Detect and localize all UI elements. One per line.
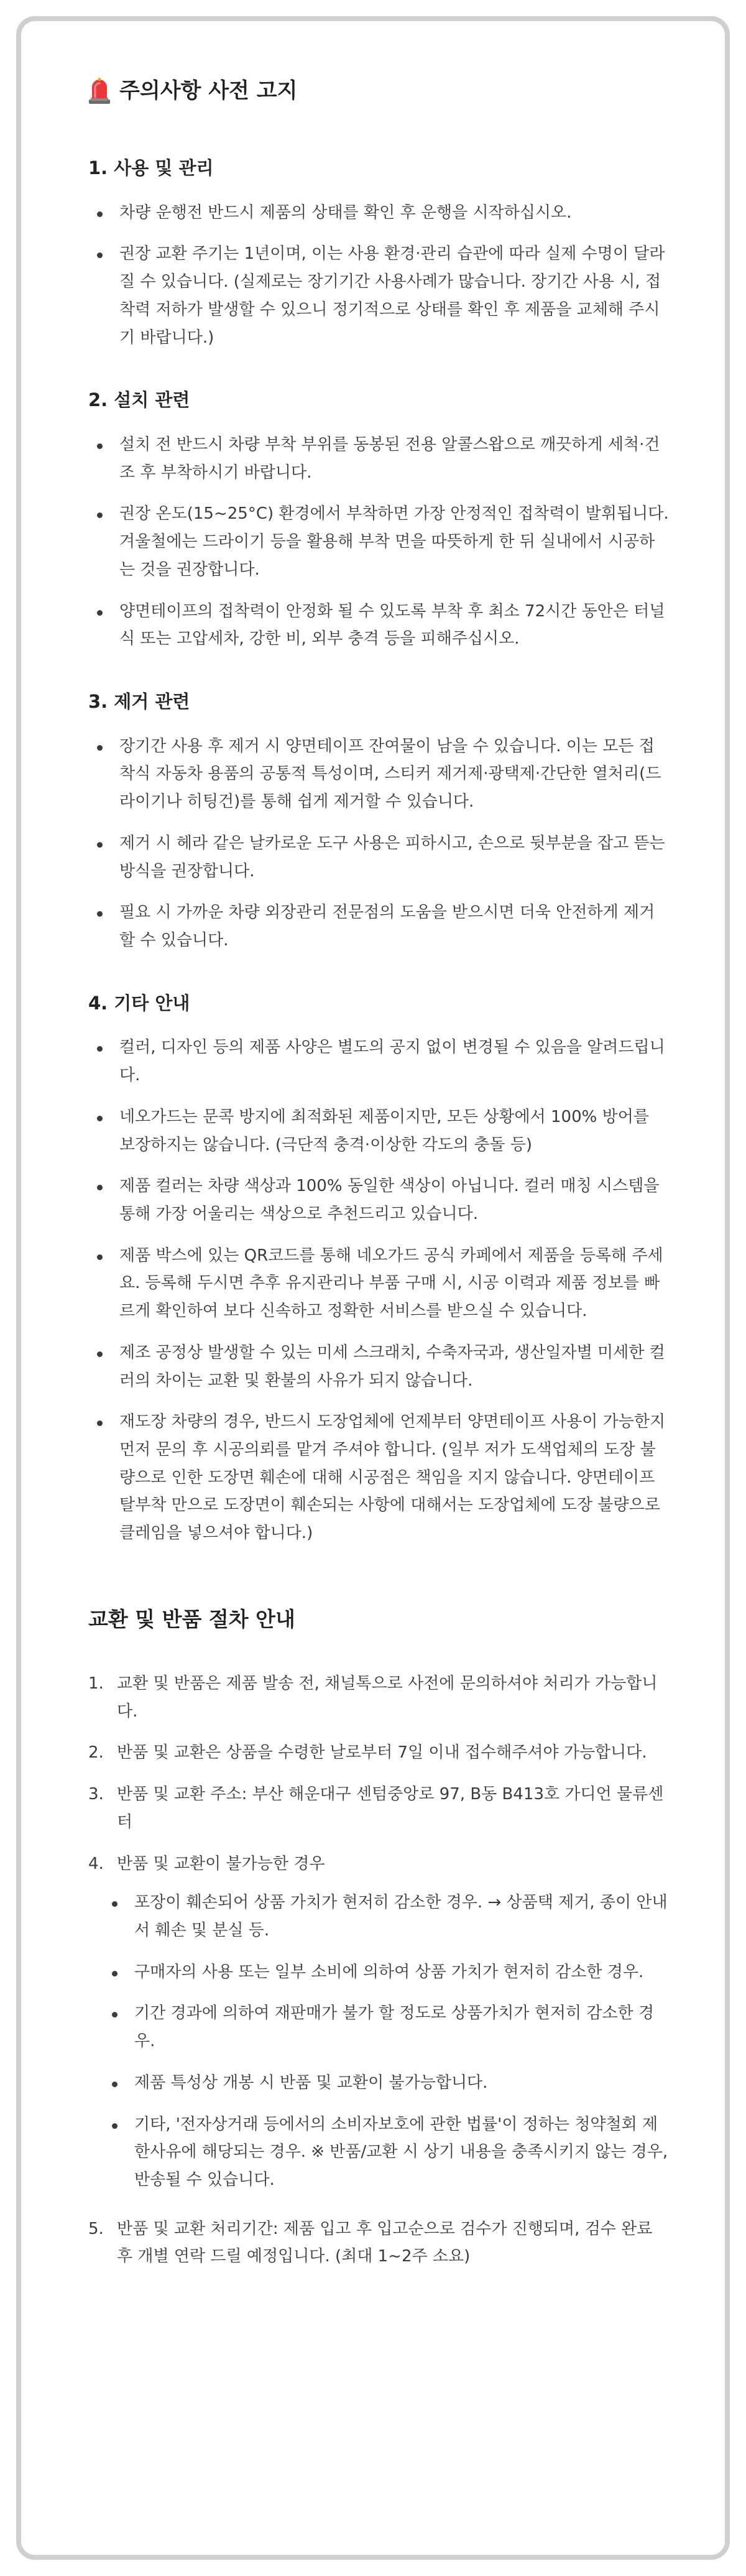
step-text: 반품 및 교환 처리기간: 제품 입고 후 입고순으로 검수가 진행되며, 검수 완료 후 개별 연락 드릴 예정입니다. (최대 1~2주 소요) bbox=[117, 2219, 653, 2266]
list-item: 설치 전 반드시 차량 부착 부위를 동봉된 전용 알콜스왑으로 깨끗하게 세척·건조 후 부착하시기 바랍니다. bbox=[88, 431, 669, 486]
step-item bbox=[88, 1781, 669, 1836]
step-number: 4. bbox=[88, 1854, 104, 1873]
list-item: 제조 공정상 발생할 수 있는 미세 스크래치, 수축자국과, 생산일자별 미세한 컬러의 차이는 교환 및 환불의 사유가 되지 않습니다. bbox=[88, 1339, 669, 1394]
section-usage bbox=[88, 157, 669, 351]
list-item: 컬러, 디자인 등의 제품 사양은 별도의 공지 없이 변경될 수 있음을 알려드립니다. bbox=[88, 1034, 669, 1089]
step-text: 교환 및 반품은 제품 발송 전, 채널톡으로 사전에 문의하셔야 처리가 가능합니다. bbox=[117, 1674, 658, 1721]
list-item: 차량 운행전 반드시 제품의 상태를 확인 후 운행을 시작하십시오. bbox=[88, 199, 669, 227]
step-number: 2. bbox=[88, 1743, 104, 1763]
notice-title bbox=[88, 77, 669, 104]
section-title: 4. 기타 안내 bbox=[88, 992, 190, 1014]
list-item: 제거 시 헤라 같은 날카로운 도구 사용은 피하시고, 손으로 뒷부분을 잡고 뜯는 방식을 권장합니다. bbox=[88, 830, 669, 885]
section-list bbox=[88, 431, 669, 653]
step-item bbox=[88, 1850, 669, 2194]
section-removal bbox=[88, 690, 669, 955]
list-item: 권장 교환 주기는 1년이며, 이는 사용 환경·관리 습관에 따라 실제 수명이 달라질 수 있습니다. (실제로는 장기기간 사용사례가 많습니다. 장기간 사용 시, 접착력 저하가 발생할 수 있으니 정기적으로 상태를 확인 후 제품을 교체해 주시기 바랍니다.) bbox=[88, 240, 669, 351]
sections bbox=[88, 157, 669, 1547]
list-item: 권장 온도(15~25°C) 환경에서 부착하면 가장 안정적인 접착력이 발휘됩니다. 겨울철에는 드라이기 등을 활용해 부착 면을 따뜻하게 한 뒤 실내에서 시공하는 것을 권장합니다. bbox=[88, 500, 669, 583]
section-title: 2. 설치 관련 bbox=[88, 389, 190, 411]
step-number: 5. bbox=[88, 2219, 104, 2238]
siren-icon bbox=[88, 77, 111, 104]
list-item: 기타, '전자상거래 등에서의 소비자보호에 관한 법률'이 정하는 청약철회 제한사유에 해당되는 경우. ※ 반품/교환 시 상기 내용을 충족시키지 않는 경우, 반송될 수 있습니다. bbox=[103, 2111, 669, 2194]
list-item: 제품 특성상 개봉 시 반품 및 교환이 불가능합니다. bbox=[103, 2069, 669, 2097]
list-item: 구매자의 사용 또는 일부 소비에 의하여 상품 가치가 현저히 감소한 경우. bbox=[103, 1958, 669, 1986]
section-list bbox=[88, 733, 669, 955]
section-etc bbox=[88, 992, 669, 1547]
step-text: 반품 및 교환은 상품을 수령한 날로부터 7일 이내 접수해주셔야 가능합니다. bbox=[117, 1743, 647, 1763]
list-item: 필요 시 가까운 차량 외장관리 전문점의 도움을 받으시면 더욱 안전하게 제거할 수 있습니다. bbox=[88, 899, 669, 954]
list-item: 재도장 차량의 경우, 반드시 도장업체에 언제부터 양면테이프 사용이 가능한지 먼저 문의 후 시공의뢰를 맡겨 주셔야 합니다. (일부 저가 도색업체의 도장 불량으로 인한 도장면 훼손에 대해 시공점은 책임을 지지 않습니다. 양면테이프 탈부착 만으로 도장면이 훼손되는 사항에 대해서는 도장업체에 도장 불량으로 클레임을 넣으셔야 합니다.) bbox=[88, 1408, 669, 1547]
exchange-steps bbox=[88, 1670, 669, 2271]
list-item: 제품 컬러는 차량 색상과 100% 동일한 색상이 아닙니다. 컬러 매칭 시스템을 통해 가장 어울리는 색상으로 추천드리고 있습니다. bbox=[88, 1172, 669, 1228]
notice-content bbox=[21, 21, 725, 2271]
list-item: 양면테이프의 접착력이 안정화 될 수 있도록 부착 후 최소 72시간 동안은 터널식 또는 고압세차, 강한 비, 외부 충격 등을 피해주십시오. bbox=[88, 598, 669, 653]
list-item: 포장이 훼손되어 상품 가치가 현저히 감소한 경우. → 상품택 제거, 종이 안내서 훼손 및 분실 등. bbox=[103, 1889, 669, 1944]
step-item bbox=[88, 1739, 669, 1767]
notice-title-text: 주의사항 사전 고지 bbox=[119, 78, 298, 103]
step-sub-list bbox=[103, 1889, 669, 2194]
section-list bbox=[88, 199, 669, 352]
step-text: 반품 및 교환 주소: 부산 해운대구 센텀중앙로 97, B동 B413호 가디언 물류센터 bbox=[117, 1785, 664, 1832]
step-number: 1. bbox=[88, 1674, 104, 1693]
list-item: 기간 경과에 의하여 재판매가 불가 할 정도로 상품가치가 현저히 감소한 경우. bbox=[103, 1999, 669, 2055]
section-install bbox=[88, 389, 669, 653]
step-item bbox=[88, 1670, 669, 1725]
section-list bbox=[88, 1034, 669, 1547]
step-text: 반품 및 교환이 불가능한 경우 bbox=[117, 1854, 325, 1873]
section-title: 3. 제거 관련 bbox=[88, 691, 190, 712]
notice-card bbox=[16, 16, 730, 2560]
step-item bbox=[88, 2215, 669, 2271]
exchange-title: 교환 및 반품 절차 안내 bbox=[88, 1606, 295, 1631]
list-item: 장기간 사용 후 제거 시 양면테이프 잔여물이 남을 수 있습니다. 이는 모든 접착식 자동차 용품의 공통적 특성이며, 스티커 제거제·광택제·간단한 열처리(드라이기나 히팅건)를 통해 쉽게 제거할 수 있습니다. bbox=[88, 733, 669, 816]
list-item: 제품 박스에 있는 QR코드를 통해 네오가드 공식 카페에서 제품을 등록해 주세요. 등록해 두시면 추후 유지관리나 부품 구매 시, 시공 이력과 제품 정보를 빠르게 확인하여 보다 신속하고 정확한 서비스를 받으실 수 있습니다. bbox=[88, 1242, 669, 1325]
list-item: 네오가드는 문콕 방지에 최적화된 제품이지만, 모든 상황에서 100% 방어를 보장하지는 않습니다. (극단적 충격·이상한 각도의 충돌 등) bbox=[88, 1103, 669, 1159]
section-title: 1. 사용 및 관리 bbox=[88, 157, 214, 178]
step-number: 3. bbox=[88, 1785, 104, 1804]
